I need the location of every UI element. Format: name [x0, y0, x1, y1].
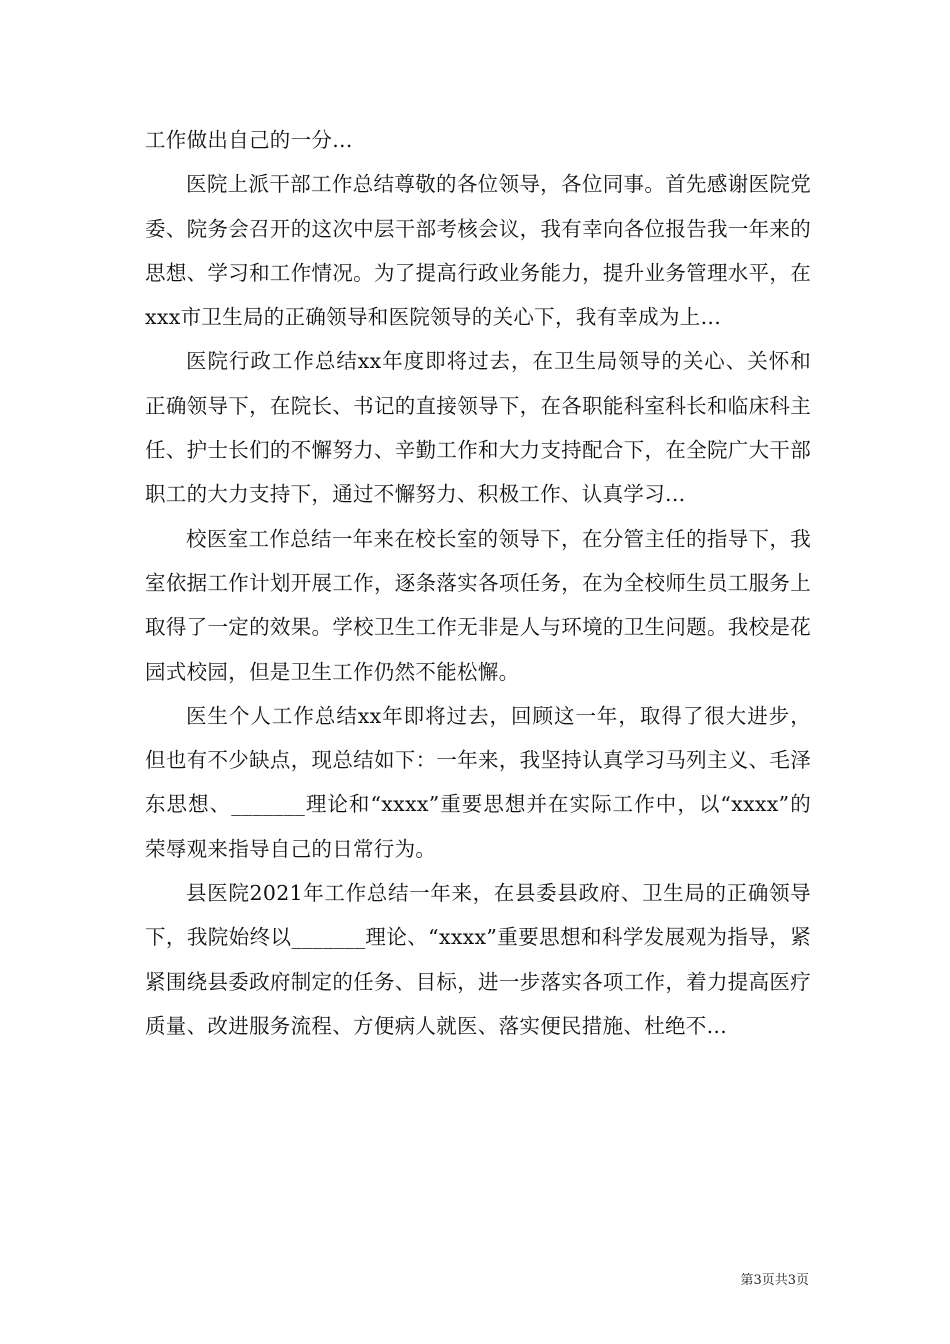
page-number-footer: 第3页共3页 [740, 1273, 809, 1288]
paragraph-continuation: 工作做出自己的一分... [145, 128, 353, 152]
paragraph-doctor-personal-summary: 医生个人工作总结xx年即将过去，回顾这一年，取得了很大进步，但也有不少缺点，现总结如下：一年来，我坚持认真学习马列主义、毛泽东思想、_______理论和“xxxx”重要思想并在实际工作中，以“xxxx”的荣辱观来指导自己的日常行为。 [145, 703, 811, 861]
paragraph-school-clinic-summary: 校医室工作总结一年来在校长室的领导下，在分管主任的指导下，我室依据工作计划开展工作，逐条落实各项任务，在为全校师生员工服务上取得了一定的效果。学校卫生工作无非是人与环境的卫生问题。我校是花园式校园，但是卫生工作仍然不能松懈。 [145, 526, 811, 684]
paragraph-hospital-cadre-summary: 医院上派干部工作总结尊敬的各位领导，各位同事。首先感谢医院党委、院务会召开的这次中层干部考核会议，我有幸向各位报告我一年来的思想、学习和工作情况。为了提高行政业务能力，提升业务管理水平，在xxx市卫生局的正确领导和医院领导的关心下，我有幸成为上... [145, 172, 811, 330]
paragraph-hospital-admin-summary: 医院行政工作总结xx年度即将过去，在卫生局领导的关心、关怀和正确领导下，在院长、书记的直接领导下，在各职能科室科长和临床科主任、护士长们的不懈努力、辛勤工作和大力支持配合下，在全院广大干部职工的大力支持下，通过不懈努力、积极工作、认真学习... [145, 349, 811, 507]
paragraph-county-hospital-summary: 县医院2021年工作总结一年来，在县委县政府、卫生局的正确领导下，我院始终以_______理论、“xxxx”重要思想和科学发展观为指导，紧紧围绕县委政府制定的任务、目标，进一步落实各项工作，着力提高医疗质量、改进服务流程、方便病人就医、落实便民措施、杜绝不... [145, 881, 811, 1038]
document-body [145, 118, 811, 1048]
